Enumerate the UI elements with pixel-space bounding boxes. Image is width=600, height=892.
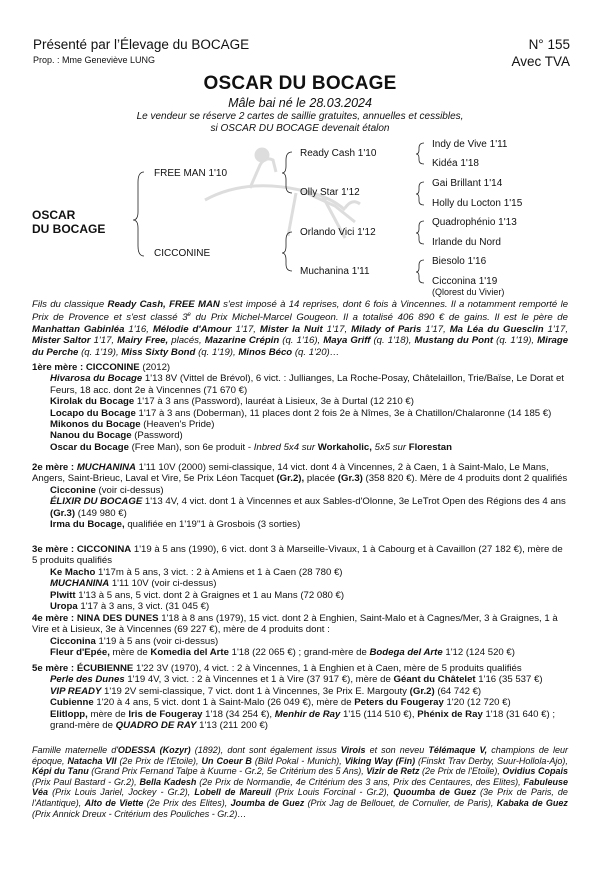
- pedigree-g3-2: Kidéa 1'18: [432, 158, 479, 169]
- pedigree-g3-4: Holly du Locton 1'15: [432, 198, 523, 209]
- pedigree-g3-9: (Qlorest du Vivier): [432, 287, 505, 297]
- pedigree-sire-dam: Olly Star 1'12: [300, 187, 360, 198]
- bracket-g4: [416, 260, 424, 283]
- presenter-text: Présenté par l’Élevage du BOCAGE: [33, 37, 250, 52]
- pedigree-sire: FREE MAN 1'10: [154, 168, 228, 179]
- bracket-g2: [416, 182, 424, 205]
- pedigree-dam: CICCONINE: [154, 248, 211, 259]
- tva-label: Avec TVA: [511, 54, 570, 69]
- section-mere2: 2e mère : MUCHANINA 1'11 10V (2000) semi-classique, 14 vict. dont 4 à Vincennes, 2 à Caen, 1 à Saint-Malo, Le Mans, Angers, Saint-Brieuc, Laval et Vire, 5e Prix Léon Tacquet (Gr.2), placée (Gr.3) (358 820 €). Mère de 4 produits dont 2 qualifiés Cicconine (voir ci-dessus) ÉLIXIR DU BOCAGE 1'13 4V, 4 vict. dont 1 à Vincennes et aux Sables-d'Olonne, 3e LeTrot Open des Régions des 4 ans (Gr.3) (149 980 €) Irma du Bocage, qualifiée en 1'19''1 à Grosbois (3 sorties): [32, 462, 568, 531]
- seller-note-line2: si OSCAR DU BOCAGE devenait étalon: [210, 123, 390, 134]
- pedigree-horse-name-line1: OSCAR: [32, 208, 76, 222]
- pedigree-dam-sire: Orlando Vici 1'12: [300, 227, 376, 238]
- horse-subtitle: Mâle bai né le 28.03.2024: [228, 96, 372, 110]
- seller-note-line1: Le vendeur se réserve 2 cartes de saillie gratuites, annuelles et cessibles,: [136, 111, 464, 122]
- pedigree-g3-5: Quadrophénio 1'13: [432, 217, 517, 228]
- family-paragraph: Famille maternelle d'ODESSA (Kozyr) (1892), dont sont également issus Virois et son neveu Télémaque V, champions de leur époque, Natacha VII (2e Prix de l'Etoile), Un Coeur B (Bild Pokal - Munich), Viking Way (Fin) (Finskt Trav Derby, Suur-Hollola-Ajo), Képi du Tanu (Grand Prix Fernand Talpe à Kuurne - Gr.2, 5e Critérium des 5 Ans), Vizir de Retz (2e Prix de l'Etoile), Ovidius Copais (Prix Paul Bastard - Gr.2), Bella Kadesh (2e Prix de Normandie, 4e Critérium des 3 ans, Prix des Centaures, des Elites), Fabuleuse Véa (Prix Louis Jariel, Jockey - Gr.2), Lobell de Mareuil (Prix Louis Forcinal - Gr.2), Quoumba de Guez (3e Prix de Paris, de l'Atlantique), Alto de Viette (2e Prix des Elites), Joumba de Guez (Prix Jag de Bellouet, de Cornulier, de Paris), Kabaka de Guez (Prix Annick Dreux - Critérium des Pouliches - Gr.2)…: [32, 745, 568, 819]
- pedigree-g3-7: Biesolo 1'16: [432, 256, 487, 267]
- section-mere1: 1ère mère : CICCONINE (2012) Hivarosa du Bocage 1'13 8V (Vittel de Brévol), 6 vict. : Jullianges, La Roche-Posay, Châtelaillon, Trie/Baïse, Le Dorat et Feurs, 18 acc. dont 2e à Vincennes (71 670 €) Kirolak du Bocage 1'17 à 3 ans (Password), lauréat à Lisieux, 3e à Durtal (12 210 €) Locapo du Bocage 1'17 à 3 ans (Doberman), 11 places dont 2 fois 2e à Nîmes, 3e à Chatillon/Chalaronne (14 185 €) Mikonos du Bocage (Heaven's Pride) Nanou du Bocage (Password) Oscar du Bocage (Free Man), son 6e produit - Inbred 5x4 sur Workaholic, 5x5 sur Florestan: [32, 362, 564, 453]
- section-mere3: 3e mère : CICCONINA 1'19 à 5 ans (1990), 6 vict. dont 3 à Marseille-Vivaux, 1 à Cabourg et à Cavaillon (27 182 €), mère de 5 produits qualifiés Ke Macho 1'17m à 5 ans, 3 vict. : 2 à Amiens et 1 à Caen (28 780 €) MUCHANINA 1'11 10V (voir ci-dessus) Plwitt 1'13 à 5 ans, 5 vict. dont 2 à Graignes et 1 au Mans (72 080 €) Uropa 1'17 à 3 ans, 3 vict. (31 045 €): [32, 544, 563, 613]
- pedigree-horse-name-line2: DU BOCAGE: [32, 222, 106, 236]
- pedigree-g3-8: Cicconina 1'19: [432, 276, 498, 287]
- owner-text: Prop. : Mme Geneviève LUNG: [33, 55, 156, 65]
- pedigree-horse-name: [32, 208, 105, 236]
- bracket-main: [133, 172, 144, 256]
- section-mere4: 4e mère : NINA DES DUNES 1'18 à 8 ans (1979), 15 vict. dont 2 à Enghien, Saint-Malo et à Cagnes/Mer, 3 à Graignes, 1 à Vire et à Lisieux, 3e à Vincennes (69 227 €), mère de 4 produits dont : Cicconina 1'19 à 5 ans (voir ci-dessus) Fleur d'Epée, mère de Komedia del Arte 1'18 (22 065 €) ; grand-mère de Bodega del Arte 1'12 (124 520 €): [32, 613, 558, 659]
- intro-paragraph: Fils du classique Ready Cash, FREE MAN s'est imposé à 14 reprises, dont 6 fois à Vincennes. Il a notamment remporté le Prix de Provence et s'est classé 3e du Prix Michel-Marcel Gougeon. Il a totalisé 406 890 € de gains. Il est le père de Manhattan Gabinléa 1'16, Mélodie d'Amour 1'17, Mister la Nuit 1'17, Milady of Paris 1'17, Ma Léa du Guesclin 1'17, Mister Saltor 1'17, Mairy Free, placés, Mazarine Crépin (q. 1'16), Maya Griff (q. 1'18), Mustang du Pont (q. 1'19), Mirage du Perche (q. 1'19), Miss Sixty Bond (q. 1'19), Minos Béco (q. 1'20)…: [32, 299, 569, 358]
- pedigree-sire-sire: Ready Cash 1'10: [300, 148, 377, 159]
- page-title: OSCAR DU BOCAGE: [203, 73, 397, 94]
- pedigree-g3-3: Gai Brillant 1'14: [432, 178, 503, 189]
- pedigree-g3-1: Indy de Vive 1'11: [432, 139, 508, 150]
- section-mere5: 5e mère : ÉCUBIENNE 1'22 3V (1970), 4 vict. : 2 à Vincennes, 1 à Enghien et à Caen, mère de 5 produits qualifiés Perle des Dunes 1'19 4V, 3 vict. : 2 à Vincennes et 1 à Vire (37 917 €), mère de Géant du Châtelet 1'16 (35 537 €) VIP READY 1'19 2V semi-classique, 7 vict. dont 1 à Vincennes, 3e Prix E. Margouty (Gr.2) (64 742 €) Cubienne 1'20 à 4 ans, 5 vict. dont 1 à Saint-Malo (26 049 €), mère de Peters du Fougeray 1'20 (12 720 €) Elitlopp, mère de Iris de Fougeray 1'18 (34 254 €), Menhir de Ray 1'15 (114 510 €), Phénix de Ray 1'18 (31 640 €) ; grand-mère de QUADRO DE RAY 1'13 (211 200 €): [32, 663, 556, 732]
- bracket-g1: [416, 143, 424, 164]
- lot-number: N° 155: [528, 37, 570, 52]
- pedigree-g3-6: Irlande du Nord: [432, 237, 501, 248]
- bracket-dam: [282, 232, 292, 271]
- bracket-g3: [416, 221, 424, 244]
- pedigree-dam-dam: Muchanina 1'11: [300, 266, 370, 277]
